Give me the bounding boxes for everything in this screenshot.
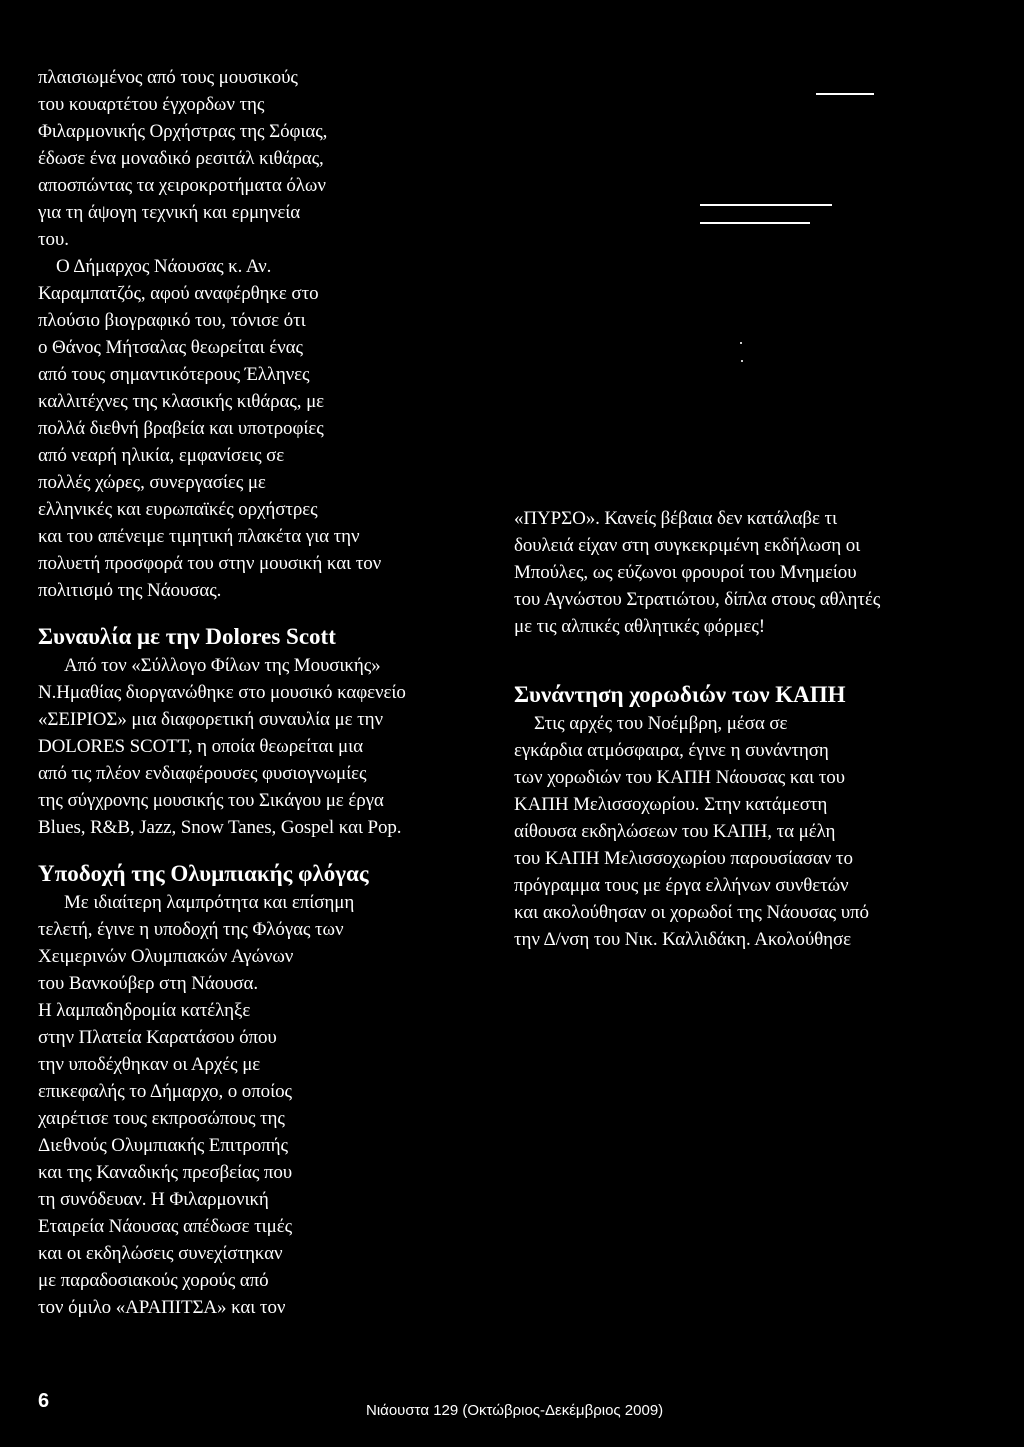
text-line: για τη άψογη τεχνική και ερμηνεία	[38, 202, 301, 223]
decorative-mark	[740, 342, 742, 344]
text-line: αποσπώντας τα χειροκροτήματα όλων	[38, 175, 326, 196]
paragraph-dolores-scott	[38, 652, 508, 841]
text-line: τη συνόδευαν. Η Φιλαρμονική	[38, 1189, 269, 1210]
text-line: Φιλαρμονικής Ορχήστρας της Σόφιας,	[38, 121, 328, 142]
paragraph-quartet	[38, 64, 508, 253]
text-line: στην Πλατεία Καρατάσου όπου	[38, 1027, 277, 1048]
text-line: με παραδοσιακούς χορούς από	[38, 1270, 269, 1291]
text-line: έδωσε ένα μοναδικό ρεσιτάλ κιθάρας,	[38, 148, 324, 169]
text-line: Με ιδιαίτερη λαμπρότητα και επίσημη	[64, 892, 355, 913]
text-line: Διεθνούς Ολυμπιακής Επιτροπής	[38, 1135, 288, 1156]
text-line: ΚΑΠΗ Μελισσοχωρίου. Στην κατάμεστη	[514, 794, 828, 815]
text-line: Στις αρχές του Νοέμβρη, μέσα σε	[534, 713, 788, 734]
text-line: από τις πλέον ενδιαφέρουσες φυσιογνωμίες	[38, 763, 367, 784]
right-column	[514, 505, 974, 953]
decorative-line	[700, 204, 832, 206]
text-line: του ΚΑΠΗ Μελισσοχωρίου παρουσίασαν το	[514, 848, 853, 869]
text-line: Η λαμπαδηδρομία κατέληξε	[38, 1000, 251, 1021]
text-line: πλαισιωμένος από τους μουσικούς	[38, 67, 298, 88]
text-line: της σύγχρονης μουσικής του Σικάγου με έργα	[38, 790, 384, 811]
text-line: πρόγραμμα τους με έργα ελλήνων συνθετών	[514, 875, 849, 896]
text-line: «ΠΥΡΣΟ». Κανείς βέβαια δεν κατάλαβε τι	[514, 508, 838, 529]
text-line: Χειμερινών Ολυμπιακών Αγώνων	[38, 946, 294, 967]
text-line: δουλειά είχαν στη συγκεκριμένη εκδήλωση οι	[514, 535, 861, 556]
text-line: «ΣΕΙΡΙΟΣ» μια διαφορετική συναυλία με την	[38, 709, 383, 730]
paragraph-kapi-choirs	[514, 710, 974, 953]
text-line: Ο Δήμαρχος Νάουσας κ. Αν.	[56, 256, 272, 277]
text-line: ελληνικές και ευρωπαϊκές ορχήστρες	[38, 499, 318, 520]
text-line: εγκάρδια ατμόσφαιρα, έγινε η συνάντηση	[514, 740, 829, 761]
paragraph-pyrso	[514, 505, 974, 640]
paragraph-mayor	[38, 253, 508, 604]
text-line: από νεαρή ηλικία, εμφανίσεις σε	[38, 445, 285, 466]
text-line: και οι εκδηλώσεις συνεχίστηκαν	[38, 1243, 283, 1264]
text-line: την Δ/νση του Νικ. Καλλιδάκη. Ακολούθησε	[514, 929, 851, 950]
text-line: Μπούλες, ως εύζωνοι φρουροί του Μνημείου	[514, 562, 857, 583]
text-line: Εταιρεία Νάουσας απέδωσε τιμές	[38, 1216, 293, 1237]
text-line: του κουαρτέτου έγχορδων της	[38, 94, 265, 115]
decorative-line	[816, 93, 874, 95]
text-line: Ν.Ημαθίας διοργανώθηκε στο μουσικό καφενείο	[38, 682, 406, 703]
text-line: DOLORES SCOTT, η οποία θεωρείται μια	[38, 736, 363, 757]
text-line: πολλές χώρες, συνεργασίες με	[38, 472, 266, 493]
text-line: τελετή, έγινε η υποδοχή της Φλόγας των	[38, 919, 344, 940]
text-line: και της Καναδικής πρεσβείας που	[38, 1162, 293, 1183]
text-line: Καραμπατζός, αφού αναφέρθηκε στο	[38, 283, 319, 304]
section-heading-dolores-scott: Συναυλία με την Dolores Scott	[38, 624, 336, 649]
text-line: του.	[38, 229, 69, 250]
text-line: από τους σημαντικότερους Έλληνες	[38, 364, 310, 385]
text-line: ο Θάνος Μήτσαλας θεωρείται ένας	[38, 337, 303, 358]
left-column	[38, 64, 508, 1321]
text-line: και του απένειμε τιμητική πλακέτα για την	[38, 526, 360, 547]
text-line: του Βανκούβερ στη Νάουσα.	[38, 973, 259, 994]
text-line: αίθουσα εκδηλώσεων του ΚΑΠΗ, τα μέλη	[514, 821, 836, 842]
text-line: τον όμιλο «ΑΡΑΠΙΤΣΑ» και τον	[38, 1297, 286, 1318]
text-line: χαιρέτισε τους εκπροσώπους της	[38, 1108, 285, 1129]
text-line: και ακολούθησαν οι χορωδοί της Νάουσας υπό	[514, 902, 869, 923]
text-line: με τις αλπικές αθλητικές φόρμες!	[514, 616, 766, 637]
page-number: 6	[38, 1390, 50, 1412]
spacer	[38, 604, 508, 622]
spacer	[514, 640, 974, 680]
text-line: επικεφαλής το Δήμαρχο, ο οποίος	[38, 1081, 292, 1102]
text-line: πολλά διεθνή βραβεία και υποτροφίες	[38, 418, 324, 439]
paragraph-olympic-flame	[38, 889, 508, 1321]
text-line: πλούσιο βιογραφικό του, τόνισε ότι	[38, 310, 306, 331]
text-line: Blues, R&B, Jazz, Snow Tanes, Gospel και Pop.	[38, 817, 402, 838]
text-line: Από τον «Σύλλογο Φίλων της Μουσικής»	[64, 655, 381, 676]
text-line: των χορωδιών του ΚΑΠΗ Νάουσας και του	[514, 767, 845, 788]
text-line: του Αγνώστου Στρατιώτου, δίπλα στους αθλητές	[514, 589, 881, 610]
text-line: πολιτισμό της Νάουσας.	[38, 580, 222, 601]
decorative-line	[700, 222, 810, 224]
text-line: πολυετή προσφορά του στην μουσική και τον	[38, 553, 382, 574]
publication-footer: Νιάουστα 129 (Οκτώβριος-Δεκέμβριος 2009)	[366, 1402, 664, 1419]
text-line: την υποδέχθηκαν οι Αρχές με	[38, 1054, 261, 1075]
decorative-mark	[741, 360, 743, 362]
text-line: καλλιτέχνες της κλασικής κιθάρας, με	[38, 391, 325, 412]
section-heading-kapi-choirs: Συνάντηση χορωδιών των ΚΑΠΗ	[514, 682, 846, 707]
section-heading-olympic-flame: Υποδοχή της Ολυμπιακής φλόγας	[38, 861, 369, 886]
spacer	[38, 841, 508, 859]
